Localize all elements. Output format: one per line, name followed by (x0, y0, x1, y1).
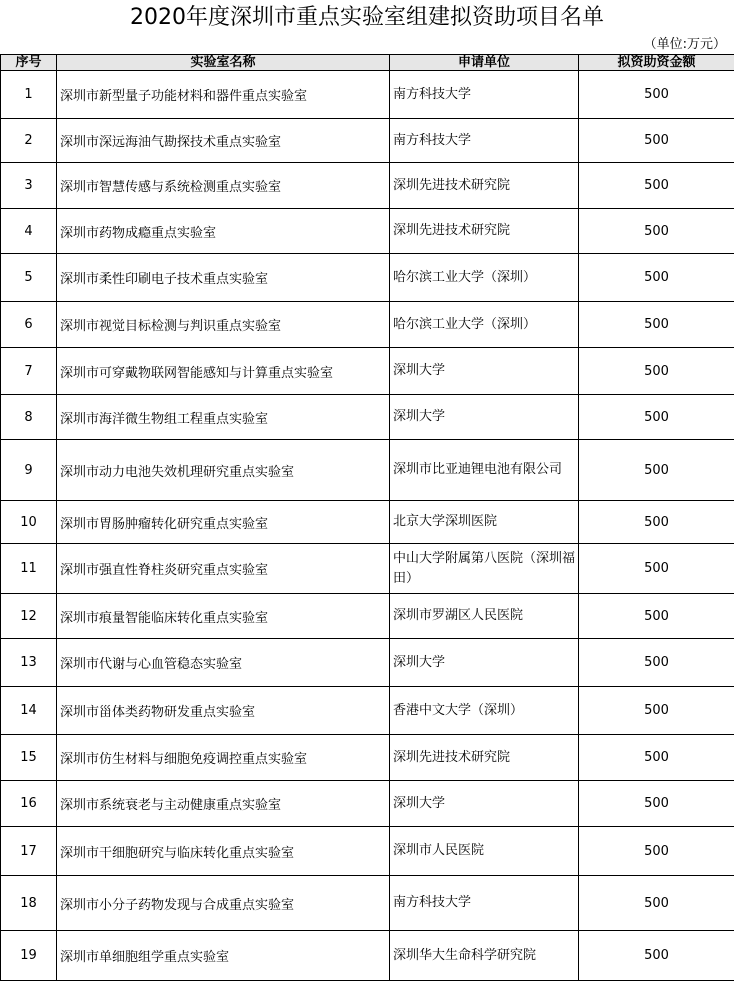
table-row (1, 254, 734, 302)
table-row (1, 594, 734, 639)
row-serial: 7 (1, 348, 57, 395)
row-serial: 11 (1, 544, 57, 594)
row-amount: 500 (579, 254, 734, 302)
row-lab-name: 深圳市单细胞组学重点实验室 (57, 931, 390, 981)
table-row (1, 827, 734, 876)
row-applicant: 深圳先进技术研究院 (390, 209, 579, 254)
table-row (1, 931, 734, 981)
table-header-row (1, 55, 734, 71)
row-amount: 500 (579, 348, 734, 395)
row-amount: 500 (579, 594, 734, 639)
row-lab-name: 深圳市智慧传感与系统检测重点实验室 (57, 163, 390, 209)
row-applicant: 南方科技大学 (390, 71, 579, 119)
row-amount: 500 (579, 501, 734, 544)
row-lab-name: 深圳市可穿戴物联网智能感知与计算重点实验室 (57, 348, 390, 395)
row-serial: 8 (1, 395, 57, 440)
row-applicant: 深圳市罗湖区人民医院 (390, 594, 579, 639)
row-lab-name: 深圳市深远海油气勘探技术重点实验室 (57, 119, 390, 163)
table-row (1, 440, 734, 501)
row-amount: 500 (579, 440, 734, 501)
row-lab-name: 深圳市甾体类药物研发重点实验室 (57, 687, 390, 735)
row-applicant: 深圳大学 (390, 781, 579, 827)
row-applicant: 南方科技大学 (390, 119, 579, 163)
row-amount: 500 (579, 827, 734, 876)
row-lab-name: 深圳市胃肠肿瘤转化研究重点实验室 (57, 501, 390, 544)
header-amount: 拟资助资金额 (579, 55, 734, 71)
row-applicant: 深圳大学 (390, 348, 579, 395)
row-applicant: 中山大学附属第八医院（深圳福田） (390, 544, 579, 594)
row-lab-name: 深圳市痕量智能临床转化重点实验室 (57, 594, 390, 639)
row-lab-name: 深圳市动力电池失效机理研究重点实验室 (57, 440, 390, 501)
row-amount: 500 (579, 781, 734, 827)
row-serial: 5 (1, 254, 57, 302)
row-applicant: 南方科技大学 (390, 876, 579, 931)
table-row (1, 544, 734, 594)
row-serial: 10 (1, 501, 57, 544)
row-serial: 16 (1, 781, 57, 827)
row-amount: 500 (579, 119, 734, 163)
table-row (1, 348, 734, 395)
table-row (1, 781, 734, 827)
row-serial: 6 (1, 302, 57, 348)
row-amount: 500 (579, 544, 734, 594)
row-amount: 500 (579, 639, 734, 687)
table-row (1, 71, 734, 119)
row-lab-name: 深圳市视觉目标检测与判识重点实验室 (57, 302, 390, 348)
table-row (1, 209, 734, 254)
row-applicant: 深圳先进技术研究院 (390, 735, 579, 781)
row-lab-name: 深圳市代谢与心血管稳态实验室 (57, 639, 390, 687)
row-applicant: 哈尔滨工业大学（深圳） (390, 302, 579, 348)
row-amount: 500 (579, 687, 734, 735)
row-amount: 500 (579, 302, 734, 348)
row-applicant: 深圳市比亚迪锂电池有限公司 (390, 440, 579, 501)
row-applicant: 深圳华大生命科学研究院 (390, 931, 579, 981)
row-applicant: 深圳大学 (390, 639, 579, 687)
row-serial: 1 (1, 71, 57, 119)
header-lab-name: 实验室名称 (57, 55, 390, 71)
table-row (1, 639, 734, 687)
row-applicant: 深圳大学 (390, 395, 579, 440)
row-lab-name: 深圳市仿生材料与细胞免疫调控重点实验室 (57, 735, 390, 781)
row-serial: 18 (1, 876, 57, 931)
project-table (0, 54, 734, 981)
row-lab-name: 深圳市新型量子功能材料和器件重点实验室 (57, 71, 390, 119)
table-row (1, 302, 734, 348)
row-lab-name: 深圳市小分子药物发现与合成重点实验室 (57, 876, 390, 931)
row-lab-name: 深圳市干细胞研究与临床转化重点实验室 (57, 827, 390, 876)
header-serial: 序号 (1, 55, 57, 71)
table-row (1, 735, 734, 781)
row-amount: 500 (579, 735, 734, 781)
row-serial: 3 (1, 163, 57, 209)
table-row (1, 687, 734, 735)
row-serial: 4 (1, 209, 57, 254)
table-row (1, 163, 734, 209)
row-amount: 500 (579, 395, 734, 440)
row-applicant: 香港中文大学（深圳） (390, 687, 579, 735)
table-row (1, 395, 734, 440)
row-lab-name: 深圳市药物成瘾重点实验室 (57, 209, 390, 254)
row-serial: 9 (1, 440, 57, 501)
row-serial: 15 (1, 735, 57, 781)
unit-note: （单位:万元） (643, 37, 726, 52)
row-serial: 2 (1, 119, 57, 163)
row-serial: 19 (1, 931, 57, 981)
row-lab-name: 深圳市柔性印刷电子技术重点实验室 (57, 254, 390, 302)
row-applicant: 深圳先进技术研究院 (390, 163, 579, 209)
row-applicant: 哈尔滨工业大学（深圳） (390, 254, 579, 302)
table-row (1, 119, 734, 163)
row-serial: 13 (1, 639, 57, 687)
row-serial: 14 (1, 687, 57, 735)
row-applicant: 深圳市人民医院 (390, 827, 579, 876)
row-lab-name: 深圳市系统衰老与主动健康重点实验室 (57, 781, 390, 827)
row-lab-name: 深圳市强直性脊柱炎研究重点实验室 (57, 544, 390, 594)
table-row (1, 876, 734, 931)
row-amount: 500 (579, 209, 734, 254)
row-amount: 500 (579, 931, 734, 981)
document-title: 2020年度深圳市重点实验室组建拟资助项目名单 (130, 5, 604, 30)
row-serial: 17 (1, 827, 57, 876)
row-serial: 12 (1, 594, 57, 639)
row-amount: 500 (579, 71, 734, 119)
row-lab-name: 深圳市海洋微生物组工程重点实验室 (57, 395, 390, 440)
header-applicant: 申请单位 (390, 55, 579, 71)
table-row (1, 501, 734, 544)
row-applicant: 北京大学深圳医院 (390, 501, 579, 544)
row-amount: 500 (579, 163, 734, 209)
row-amount: 500 (579, 876, 734, 931)
